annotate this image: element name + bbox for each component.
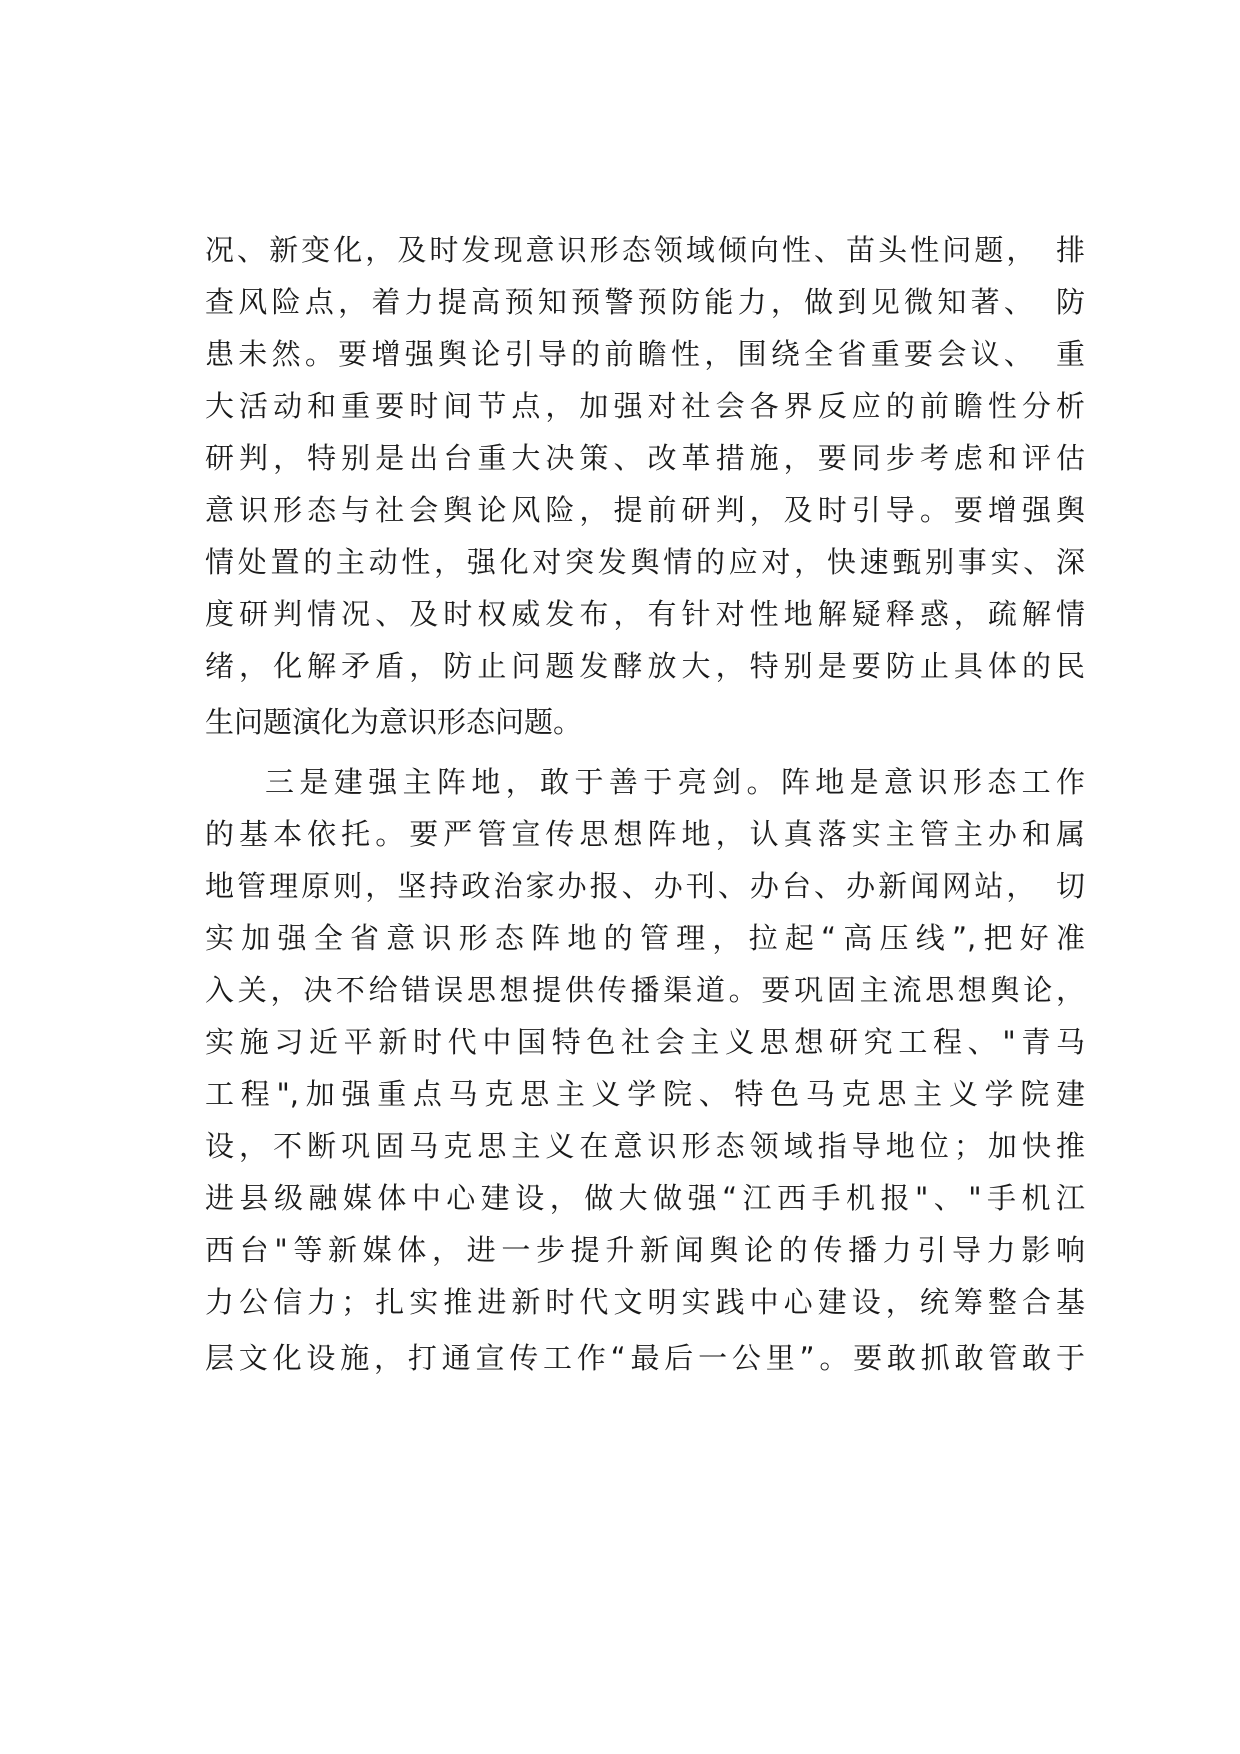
text-line: 研判，特别是出台重大决策、改革措施，要同步考虑和评估 (205, 441, 1085, 475)
text-line: 况、新变化，及时发现意识形态领域倾向性、苗头性问题， 排 (205, 233, 1085, 267)
text-line: 进县级融媒体中心建设，做大做强“江西手机报"、"手机江 (205, 1181, 1085, 1215)
text-line: 的基本依托。要严管宣传思想阵地，认真落实主管主办和属 (205, 817, 1085, 851)
text-line: 患未然。要增强舆论引导的前瞻性，围绕全省重要会议、 重 (205, 337, 1085, 371)
text-line: 大活动和重要时间节点，加强对社会各界反应的前瞻性分析 (205, 389, 1085, 423)
text-line: 层文化设施，打通宣传工作“最后一公里”。要敢抓敢管敢于 (205, 1341, 1085, 1375)
text-line: 生问题演化为意识形态问题。 (205, 705, 583, 739)
text-line: 情处置的主动性，强化对突发舆情的应对，快速甄别事实、深 (205, 545, 1085, 579)
text-line: 绪，化解矛盾，防止问题发酵放大，特别是要防止具体的民 (205, 649, 1085, 683)
text-line: 西台"等新媒体，进一步提升新闻舆论的传播力引导力影响 (205, 1233, 1085, 1267)
text-line: 地管理原则，坚持政治家办报、办刊、办台、办新闻网站， 切 (205, 869, 1085, 903)
text-line: 实加强全省意识形态阵地的管理，拉起“高压线”,把好准 (205, 921, 1085, 955)
text-line: 力公信力；扎实推进新时代文明实践中心建设，统筹整合基 (205, 1285, 1085, 1319)
text-line: 度研判情况、及时权威发布，有针对性地解疑释惑，疏解情 (205, 597, 1085, 631)
paragraph-first-line: 三是建强主阵地，敢于善于亮剑。阵地是意识形态工作 (265, 765, 1085, 799)
text-line: 意识形态与社会舆论风险，提前研判，及时引导。要增强舆 (205, 493, 1085, 527)
text-line: 工程",加强重点马克思主义学院、特色马克思主义学院建 (205, 1077, 1085, 1111)
text-line: 实施习近平新时代中国特色社会主义思想研究工程、"青马 (205, 1025, 1085, 1059)
text-line: 入关，决不给错误思想提供传播渠道。要巩固主流思想舆论， (205, 973, 1085, 1007)
text-line: 设，不断巩固马克思主义在意识形态领域指导地位；加快推 (205, 1129, 1085, 1163)
text-line: 查风险点，着力提高预知预警预防能力，做到见微知著、 防 (205, 285, 1085, 319)
